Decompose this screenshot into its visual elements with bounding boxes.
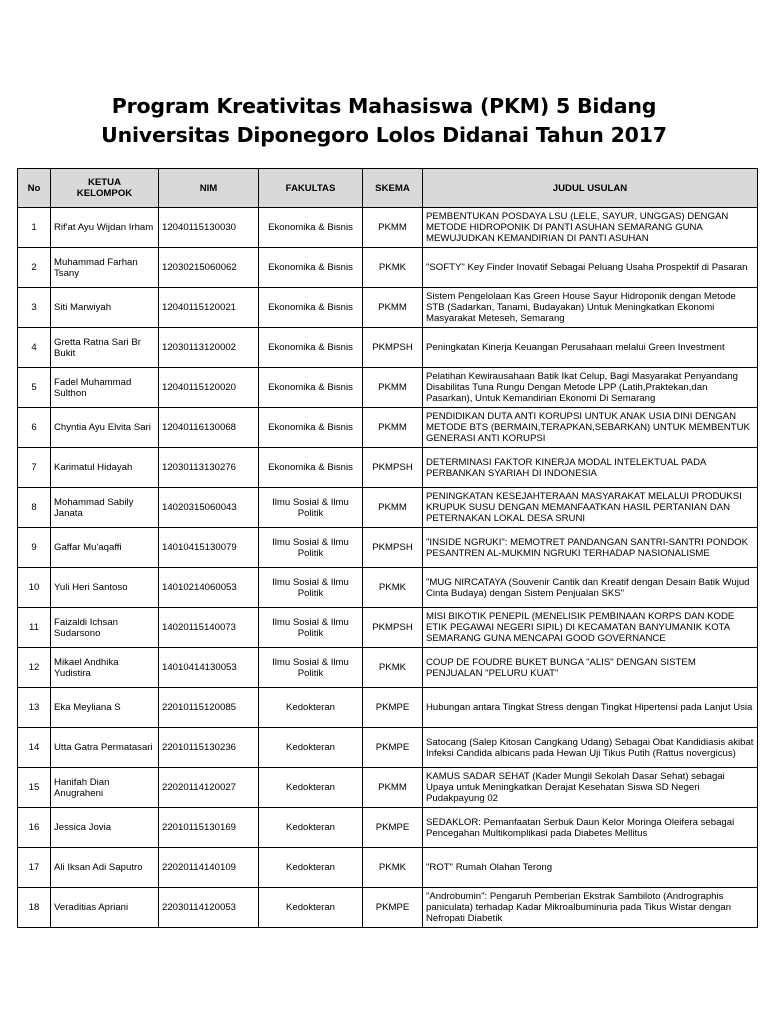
cell-nim: 12030113120002 (159, 328, 259, 368)
cell-ketua: Ali Iksan Adi Saputro (51, 848, 159, 888)
cell-nim: 14010415130079 (159, 528, 259, 568)
cell-judul: Pelatihan Kewirausahaan Batik Ikat Celup, Bagi Masyarakat Penyandang Disabilitas Tuna Rungu Dengan Metode LPP (Latih,Praktekan,dan Pasarkan), Untuk Kemandirian Ekonomi Di Semarang (423, 368, 758, 408)
header-judul: JUDUL USULAN (423, 169, 758, 208)
cell-judul: "Androbumin": Pengaruh Pemberian Ekstrak Sambiloto (Andrographis paniculata) terhadap Kadar Mikroalbuminuria pada Tikus Wistar dengan Nefropati Diabetik (423, 888, 758, 928)
cell-nim: 12040115120021 (159, 288, 259, 328)
cell-judul: "INSIDE NGRUKI": MEMOTRET PANDANGAN SANTRI-SANTRI PONDOK PESANTREN AL-MUKMIN NGRUKI TERHADAP NASIONALISME (423, 528, 758, 568)
cell-ketua: Chyntia Ayu Elvita Sari (51, 408, 159, 448)
cell-ketua: Siti Marwiyah (51, 288, 159, 328)
cell-fakultas: Ilmu Sosial & Ilmu Politik (259, 488, 363, 528)
cell-ketua: Yuli Heri Santoso (51, 568, 159, 608)
table-row (18, 408, 758, 448)
table-row (18, 728, 758, 768)
cell-fakultas: Ilmu Sosial & Ilmu Politik (259, 648, 363, 688)
header-ketua (51, 169, 159, 208)
cell-skema: PKMM (363, 368, 423, 408)
cell-ketua: Veraditias Apriani (51, 888, 159, 928)
cell-ketua: Gretta Ratna Sari Br Bukit (51, 328, 159, 368)
cell-nim: 14010414130053 (159, 648, 259, 688)
cell-skema: PKMPE (363, 888, 423, 928)
cell-judul: SEDAKLOR: Pemanfaatan Serbuk Daun Kelor Moringa Oleifera sebagai Pencegahan Multikomplikasi pada Diabetes Mellitus (423, 808, 758, 848)
cell-no: 13 (18, 688, 51, 728)
cell-judul: MISI BIKOTIK PENEPIL (MENELISIK PEMBINAAN KORPS DAN KODE ETIK PEGAWAI NEGERI SIPIL) DI KECAMATAN BANYUMANIK KOTA SEMARANG GUNA MENCAPAI GOOD GOVERNANCE (423, 608, 758, 648)
cell-skema: PKMPSH (363, 448, 423, 488)
cell-fakultas: Ekonomika & Bisnis (259, 448, 363, 488)
cell-fakultas: Kedokteran (259, 768, 363, 808)
cell-no: 5 (18, 368, 51, 408)
cell-judul: "ROT" Rumah Olahan Terong (423, 848, 758, 888)
cell-skema: PKMPE (363, 728, 423, 768)
header-ketua-line2: KELOMPOK (76, 188, 133, 199)
table-row (18, 808, 758, 848)
cell-no: 11 (18, 608, 51, 648)
table-row (18, 488, 758, 528)
cell-no: 7 (18, 448, 51, 488)
cell-ketua: Mikael Andhika Yudistira (51, 648, 159, 688)
cell-ketua: Rif'at Ayu Wijdan Irham (51, 208, 159, 248)
cell-fakultas: Ilmu Sosial & Ilmu Politik (259, 568, 363, 608)
table-row (18, 568, 758, 608)
cell-fakultas: Ekonomika & Bisnis (259, 328, 363, 368)
cell-skema: PKMPSH (363, 528, 423, 568)
header-ketua-line1: KETUA (87, 177, 122, 188)
cell-ketua: Karimatul Hidayah (51, 448, 159, 488)
cell-skema: PKMK (363, 648, 423, 688)
cell-skema: PKMPSH (363, 328, 423, 368)
cell-judul: DETERMINASI FAKTOR KINERJA MODAL INTELEKTUAL PADA PERBANKAN SYARIAH DI INDONESIA (423, 448, 758, 488)
table-row (18, 848, 758, 888)
cell-nim: 14020115140073 (159, 608, 259, 648)
cell-ketua: Fadel Muhammad Sulthon (51, 368, 159, 408)
cell-no: 6 (18, 408, 51, 448)
cell-fakultas: Ilmu Sosial & Ilmu Politik (259, 528, 363, 568)
cell-nim: 22010115130169 (159, 808, 259, 848)
table-row (18, 288, 758, 328)
cell-nim: 12040115130030 (159, 208, 259, 248)
cell-skema: PKMM (363, 208, 423, 248)
cell-no: 15 (18, 768, 51, 808)
cell-no: 2 (18, 248, 51, 288)
cell-no: 1 (18, 208, 51, 248)
cell-nim: 14010214060053 (159, 568, 259, 608)
cell-fakultas: Kedokteran (259, 688, 363, 728)
cell-fakultas: Ekonomika & Bisnis (259, 288, 363, 328)
cell-ketua: Jessica Jovia (51, 808, 159, 848)
cell-judul: KAMUS SADAR SEHAT (Kader Mungil Sekolah Dasar Sehat) sebagai Upaya untuk Meningkatkan Derajat Kesehatan Siswa SD Negeri Pudakpayung 02 (423, 768, 758, 808)
cell-ketua: Hanifah Dian Anugraheni (51, 768, 159, 808)
cell-nim: 22010115120085 (159, 688, 259, 728)
table-body (18, 208, 758, 928)
cell-nim: 22020114140109 (159, 848, 259, 888)
cell-nim: 12040115120020 (159, 368, 259, 408)
title-line-2: Universitas Diponegoro Lolos Didanai Tahun 2017 (101, 123, 667, 147)
cell-no: 12 (18, 648, 51, 688)
cell-fakultas: Kedokteran (259, 808, 363, 848)
cell-ketua: Faizaldi Ichsan Sudarsono (51, 608, 159, 648)
cell-fakultas: Kedokteran (259, 848, 363, 888)
cell-fakultas: Ilmu Sosial & Ilmu Politik (259, 608, 363, 648)
cell-ketua: Eka Meyliana S (51, 688, 159, 728)
document-title (0, 92, 768, 150)
cell-no: 9 (18, 528, 51, 568)
table-row (18, 528, 758, 568)
cell-fakultas: Ekonomika & Bisnis (259, 208, 363, 248)
cell-skema: PKMK (363, 568, 423, 608)
cell-no: 3 (18, 288, 51, 328)
cell-fakultas: Ekonomika & Bisnis (259, 368, 363, 408)
cell-skema: PKMM (363, 488, 423, 528)
cell-nim: 12030113130276 (159, 448, 259, 488)
cell-no: 18 (18, 888, 51, 928)
cell-skema: PKMM (363, 288, 423, 328)
cell-judul: "SOFTY" Key Finder Inovatif Sebagai Peluang Usaha Prospektif di Pasaran (423, 248, 758, 288)
cell-skema: PKMM (363, 768, 423, 808)
cell-nim: 12040116130068 (159, 408, 259, 448)
cell-fakultas: Kedokteran (259, 728, 363, 768)
cell-no: 10 (18, 568, 51, 608)
cell-judul: PENDIDIKAN DUTA ANTI KORUPSI UNTUK ANAK USIA DINI DENGAN METODE BTS (BERMAIN,TERAPKAN,SEBARKAN) UNTUK MEMBENTUK GENERASI ANTI KORUPSI (423, 408, 758, 448)
cell-nim: 22020114120027 (159, 768, 259, 808)
table-row (18, 608, 758, 648)
table-row (18, 888, 758, 928)
cell-judul: Hubungan antara Tingkat Stress dengan Tingkat Hipertensi pada Lanjut Usia (423, 688, 758, 728)
cell-ketua: Mohammad Sabily Janata (51, 488, 159, 528)
cell-skema: PKMPE (363, 808, 423, 848)
table-row (18, 368, 758, 408)
title-line-1: Program Kreativitas Mahasiswa (PKM) 5 Bidang (111, 94, 657, 118)
cell-no: 17 (18, 848, 51, 888)
cell-nim: 14020315060043 (159, 488, 259, 528)
cell-nim: 12030215060062 (159, 248, 259, 288)
table-row (18, 648, 758, 688)
cell-fakultas: Ekonomika & Bisnis (259, 248, 363, 288)
table-row (18, 768, 758, 808)
cell-no: 16 (18, 808, 51, 848)
cell-skema: PKMM (363, 408, 423, 448)
cell-fakultas: Ekonomika & Bisnis (259, 408, 363, 448)
header-no: No (18, 169, 51, 208)
cell-skema: PKMK (363, 848, 423, 888)
cell-judul: COUP DE FOUDRE BUKET BUNGA "ALIS" DENGAN SISTEM PENJUALAN "PELURU KUAT" (423, 648, 758, 688)
cell-skema: PKMK (363, 248, 423, 288)
cell-nim: 22010115130236 (159, 728, 259, 768)
table-row (18, 328, 758, 368)
cell-judul: Peningkatan Kinerja Keuangan Perusahaan melalui Green Investment (423, 328, 758, 368)
cell-judul: Sistem Pengelolaan Kas Green House Sayur Hidroponik dengan Metode STB (Sadarkan, Tanami, Budayakan) Untuk Meningkatkan Ekonomi Masyarakat Meteseh, Semarang (423, 288, 758, 328)
cell-nim: 22030114120053 (159, 888, 259, 928)
header-fakultas: FAKULTAS (259, 169, 363, 208)
cell-judul: "MUG NIRCATAYA (Souvenir Cantik dan Kreatif dengan Desain Batik Wujud Cinta Budaya) dengan Sistem Penjualan SKS" (423, 568, 758, 608)
cell-judul: PENINGKATAN KESEJAHTERAAN MASYARAKAT MELALUI PRODUKSI KRUPUK SUSU DENGAN MEMANFAATKAN HASIL PERTANIAN DAN PETERNAKAN LOKAL DESA SRUNI (423, 488, 758, 528)
cell-skema: PKMPSH (363, 608, 423, 648)
cell-ketua: Muhammad Farhan Tsany (51, 248, 159, 288)
cell-ketua: Gaffar Mu'aqaffi (51, 528, 159, 568)
header-skema: SKEMA (363, 169, 423, 208)
table-row (18, 448, 758, 488)
cell-fakultas: Kedokteran (259, 888, 363, 928)
header-nim: NIM (159, 169, 259, 208)
cell-ketua: Utta Gatra Permatasari (51, 728, 159, 768)
cell-skema: PKMPE (363, 688, 423, 728)
table-header-row (18, 169, 758, 208)
cell-no: 4 (18, 328, 51, 368)
cell-judul: PEMBENTUKAN POSDAYA LSU (LELE, SAYUR, UNGGAS) DENGAN METODE HIDROPONIK DI PANTI ASUHAN SEMARANG GUNA MEWUJUDKAN KEMANDIRIAN DI PANTI ASUHAN (423, 208, 758, 248)
table-row (18, 688, 758, 728)
cell-judul: Satocang (Salep Kitosan Cangkang Udang) Sebagai Obat Kandidiasis akibat Infeksi Candida albicans pada Hewan Uji Tikus Putih (Rattus novergicus) (423, 728, 758, 768)
table-row (18, 208, 758, 248)
pkm-table (17, 168, 758, 928)
table-row (18, 248, 758, 288)
cell-no: 14 (18, 728, 51, 768)
cell-no: 8 (18, 488, 51, 528)
